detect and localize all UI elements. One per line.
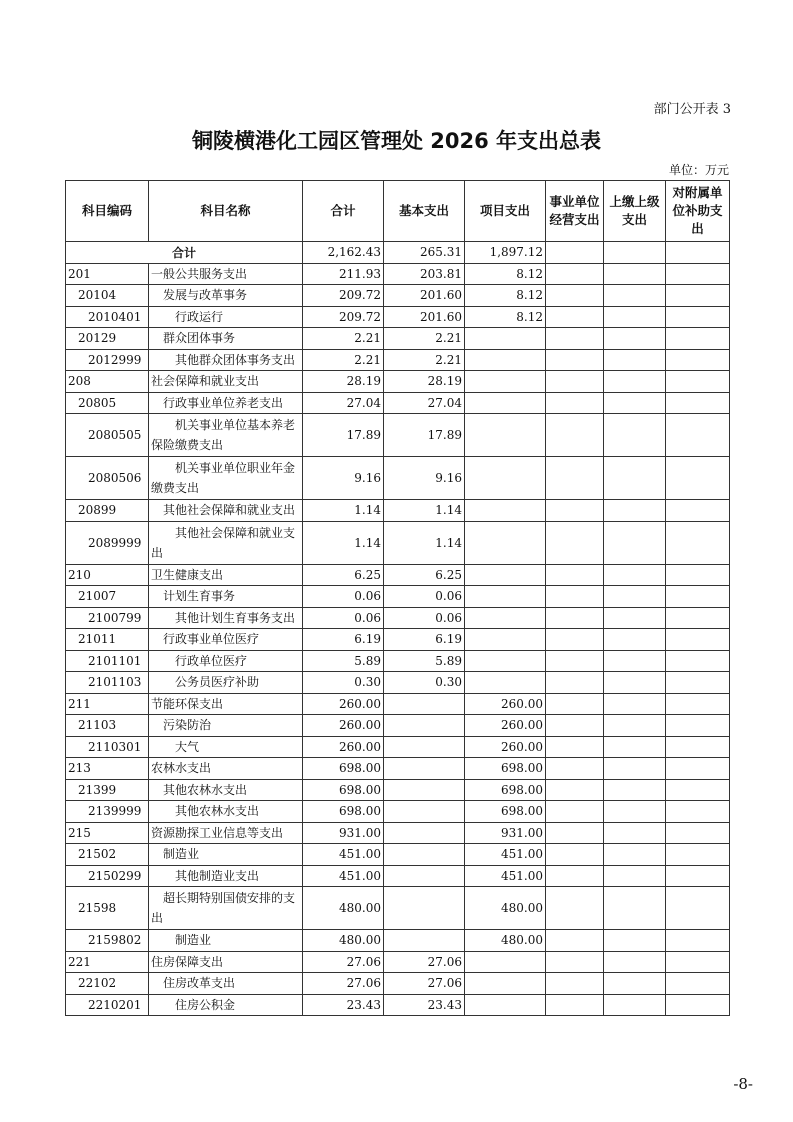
empty-cell (666, 306, 730, 328)
empty-cell (546, 822, 604, 844)
row-project: 698.00 (465, 779, 546, 801)
row-sum: 6.19 (303, 629, 384, 651)
empty-cell (546, 994, 604, 1016)
header-code: 科目编码 (66, 181, 149, 242)
empty-cell (546, 328, 604, 350)
row-name: 其他社会保障和就业支出 (149, 521, 303, 564)
row-project (465, 951, 546, 973)
empty-cell (604, 930, 666, 952)
header-sum: 合计 (303, 181, 384, 242)
row-name: 卫生健康支出 (149, 564, 303, 586)
empty-cell (604, 564, 666, 586)
empty-cell (604, 758, 666, 780)
table-row (66, 973, 730, 995)
row-name: 其他群众团体事务支出 (149, 349, 303, 371)
table-row (66, 392, 730, 414)
empty-cell (546, 650, 604, 672)
row-code: 208 (66, 371, 149, 393)
empty-cell (604, 779, 666, 801)
row-project (465, 457, 546, 500)
row-code: 215 (66, 822, 149, 844)
row-basic: 6.19 (384, 629, 465, 651)
row-name: 住房改革支出 (149, 973, 303, 995)
row-sum: 17.89 (303, 414, 384, 457)
empty-cell (666, 693, 730, 715)
row-sum: 260.00 (303, 736, 384, 758)
empty-cell (546, 736, 604, 758)
row-project (465, 672, 546, 694)
row-name: 其他农林水支出 (149, 779, 303, 801)
empty-cell (546, 392, 604, 414)
row-sum: 698.00 (303, 779, 384, 801)
empty-cell (546, 306, 604, 328)
row-code: 20129 (66, 328, 149, 350)
empty-cell (666, 973, 730, 995)
row-code: 2150299 (66, 865, 149, 887)
empty-cell (604, 887, 666, 930)
empty-cell (666, 994, 730, 1016)
row-basic: 201.60 (384, 285, 465, 307)
row-code: 2139999 (66, 801, 149, 823)
row-name: 群众团体事务 (149, 328, 303, 350)
empty-cell (604, 607, 666, 629)
table-header-row (66, 181, 730, 242)
page-title: 铜陵横港化工园区管理处 2026 年支出总表 (191, 129, 602, 153)
row-project: 8.12 (465, 306, 546, 328)
empty-cell (604, 500, 666, 522)
row-code: 2210201 (66, 994, 149, 1016)
row-code: 211 (66, 693, 149, 715)
row-project: 480.00 (465, 887, 546, 930)
total-label: 合计 (66, 242, 303, 264)
empty-cell (666, 414, 730, 457)
row-code: 2110301 (66, 736, 149, 758)
row-name: 农林水支出 (149, 758, 303, 780)
row-sum: 698.00 (303, 801, 384, 823)
empty-cell (546, 930, 604, 952)
table-row (66, 758, 730, 780)
row-basic: 0.06 (384, 607, 465, 629)
empty-cell (666, 951, 730, 973)
row-code: 21011 (66, 629, 149, 651)
table-row (66, 586, 730, 608)
row-project (465, 328, 546, 350)
row-sum: 260.00 (303, 693, 384, 715)
row-sum: 209.72 (303, 285, 384, 307)
row-basic: 27.04 (384, 392, 465, 414)
empty-cell (604, 801, 666, 823)
empty-cell (546, 263, 604, 285)
table-row (66, 865, 730, 887)
empty-cell (546, 371, 604, 393)
row-sum: 5.89 (303, 650, 384, 672)
empty-cell (666, 521, 730, 564)
row-basic (384, 736, 465, 758)
empty-cell (666, 758, 730, 780)
table-row (66, 994, 730, 1016)
row-project (465, 521, 546, 564)
empty-cell (666, 822, 730, 844)
row-name: 行政事业单位医疗 (149, 629, 303, 651)
row-name: 住房公积金 (149, 994, 303, 1016)
table-row (66, 930, 730, 952)
row-sum: 931.00 (303, 822, 384, 844)
row-name: 一般公共服务支出 (149, 263, 303, 285)
row-basic: 203.81 (384, 263, 465, 285)
row-code: 21598 (66, 887, 149, 930)
row-project (465, 994, 546, 1016)
row-code: 213 (66, 758, 149, 780)
row-name: 节能环保支出 (149, 693, 303, 715)
empty-cell (666, 328, 730, 350)
table-row (66, 887, 730, 930)
empty-cell (604, 693, 666, 715)
row-name: 行政单位医疗 (149, 650, 303, 672)
row-basic: 27.06 (384, 951, 465, 973)
row-basic: 201.60 (384, 306, 465, 328)
empty-cell (604, 306, 666, 328)
table-row (66, 414, 730, 457)
header-basic: 基本支出 (384, 181, 465, 242)
empty-cell (666, 349, 730, 371)
row-name: 计划生育事务 (149, 586, 303, 608)
row-code: 21007 (66, 586, 149, 608)
empty-cell (546, 672, 604, 694)
empty-cell (546, 457, 604, 500)
total-project: 1,897.12 (465, 242, 546, 264)
empty-cell (546, 629, 604, 651)
row-basic (384, 822, 465, 844)
empty-cell (546, 779, 604, 801)
row-basic (384, 887, 465, 930)
row-basic: 23.43 (384, 994, 465, 1016)
row-name: 其他农林水支出 (149, 801, 303, 823)
row-name: 公务员医疗补助 (149, 672, 303, 694)
table-row (66, 306, 730, 328)
empty-cell (666, 457, 730, 500)
empty-cell (666, 263, 730, 285)
unit-label: 单位：万元 (668, 163, 729, 177)
row-basic (384, 844, 465, 866)
empty-cell (604, 457, 666, 500)
row-code: 2089999 (66, 521, 149, 564)
empty-cell (666, 865, 730, 887)
empty-cell (666, 801, 730, 823)
row-basic: 6.25 (384, 564, 465, 586)
row-project: 698.00 (465, 758, 546, 780)
empty-cell (666, 629, 730, 651)
empty-cell (546, 564, 604, 586)
empty-cell (666, 500, 730, 522)
row-sum: 28.19 (303, 371, 384, 393)
empty-cell (604, 586, 666, 608)
row-sum: 451.00 (303, 844, 384, 866)
row-project: 480.00 (465, 930, 546, 952)
empty-cell (604, 285, 666, 307)
empty-cell (546, 887, 604, 930)
table-row (66, 951, 730, 973)
row-basic (384, 693, 465, 715)
row-basic: 2.21 (384, 328, 465, 350)
row-basic (384, 865, 465, 887)
row-code: 201 (66, 263, 149, 285)
row-sum: 2.21 (303, 328, 384, 350)
row-project (465, 349, 546, 371)
row-sum: 27.06 (303, 951, 384, 973)
row-name: 住房保障支出 (149, 951, 303, 973)
row-sum: 6.25 (303, 564, 384, 586)
table-row (66, 521, 730, 564)
header-project: 项目支出 (465, 181, 546, 242)
row-basic: 1.14 (384, 521, 465, 564)
empty-cell (546, 801, 604, 823)
empty-cell (604, 951, 666, 973)
empty-cell (604, 263, 666, 285)
row-basic: 17.89 (384, 414, 465, 457)
row-sum: 9.16 (303, 457, 384, 500)
empty-cell (666, 672, 730, 694)
row-code: 2080505 (66, 414, 149, 457)
empty-cell (604, 371, 666, 393)
row-basic: 0.06 (384, 586, 465, 608)
empty-cell (666, 736, 730, 758)
empty-cell (546, 715, 604, 737)
empty-cell (604, 865, 666, 887)
empty-cell (604, 736, 666, 758)
row-sum: 0.06 (303, 607, 384, 629)
header-name: 科目名称 (149, 181, 303, 242)
header-remit: 上缴上级支出 (604, 181, 666, 242)
page-number: -8- (733, 1075, 753, 1093)
total-basic: 265.31 (384, 242, 465, 264)
row-project: 260.00 (465, 736, 546, 758)
row-code: 221 (66, 951, 149, 973)
row-code: 210 (66, 564, 149, 586)
row-sum: 451.00 (303, 865, 384, 887)
row-sum: 1.14 (303, 500, 384, 522)
table-row (66, 844, 730, 866)
table-row (66, 822, 730, 844)
row-name: 机关事业单位基本养老保险缴费支出 (149, 414, 303, 457)
row-name: 制造业 (149, 930, 303, 952)
row-project (465, 371, 546, 393)
row-project: 8.12 (465, 263, 546, 285)
empty-cell (546, 500, 604, 522)
row-sum: 27.06 (303, 973, 384, 995)
row-project: 698.00 (465, 801, 546, 823)
row-code: 2012999 (66, 349, 149, 371)
row-basic: 1.14 (384, 500, 465, 522)
empty-cell (666, 650, 730, 672)
row-name: 行政运行 (149, 306, 303, 328)
row-sum: 480.00 (303, 930, 384, 952)
row-project: 451.00 (465, 865, 546, 887)
table-row (66, 371, 730, 393)
table-row (66, 715, 730, 737)
empty-cell (604, 973, 666, 995)
empty-cell (546, 414, 604, 457)
empty-cell (604, 414, 666, 457)
empty-cell (604, 844, 666, 866)
row-project: 931.00 (465, 822, 546, 844)
row-name: 其他制造业支出 (149, 865, 303, 887)
row-code: 2010401 (66, 306, 149, 328)
row-project (465, 973, 546, 995)
empty-cell (546, 693, 604, 715)
table-row (66, 801, 730, 823)
row-basic: 28.19 (384, 371, 465, 393)
empty-cell (604, 994, 666, 1016)
row-project (465, 414, 546, 457)
empty-cell (666, 285, 730, 307)
empty-cell (546, 521, 604, 564)
row-name: 大气 (149, 736, 303, 758)
row-project (465, 650, 546, 672)
empty-cell (546, 973, 604, 995)
row-project: 8.12 (465, 285, 546, 307)
table-row (66, 263, 730, 285)
row-sum: 0.06 (303, 586, 384, 608)
table-row (66, 693, 730, 715)
row-project: 260.00 (465, 715, 546, 737)
row-basic (384, 801, 465, 823)
row-project (465, 586, 546, 608)
table-row (66, 349, 730, 371)
header-subsidy: 对附属单位补助支出 (666, 181, 730, 242)
row-name: 社会保障和就业支出 (149, 371, 303, 393)
table-row (66, 607, 730, 629)
empty-cell (604, 349, 666, 371)
empty-cell (666, 607, 730, 629)
table-row (66, 457, 730, 500)
expenditure-table (65, 180, 730, 1016)
row-name: 行政事业单位养老支出 (149, 392, 303, 414)
row-name: 其他计划生育事务支出 (149, 607, 303, 629)
row-code: 21399 (66, 779, 149, 801)
table-row (66, 779, 730, 801)
row-basic (384, 758, 465, 780)
row-project (465, 564, 546, 586)
row-project: 451.00 (465, 844, 546, 866)
empty-cell (666, 392, 730, 414)
row-sum: 260.00 (303, 715, 384, 737)
empty-cell (546, 758, 604, 780)
row-basic: 0.30 (384, 672, 465, 694)
row-basic: 27.06 (384, 973, 465, 995)
table-row (66, 285, 730, 307)
row-code: 2101101 (66, 650, 149, 672)
row-name: 机关事业单位职业年金缴费支出 (149, 457, 303, 500)
empty-cell (666, 715, 730, 737)
empty-cell (604, 521, 666, 564)
header-business: 事业单位经营支出 (546, 181, 604, 242)
empty-cell (666, 887, 730, 930)
table-row (66, 650, 730, 672)
row-code: 21502 (66, 844, 149, 866)
row-code: 20104 (66, 285, 149, 307)
row-sum: 2.21 (303, 349, 384, 371)
empty-cell (604, 629, 666, 651)
empty-cell (546, 865, 604, 887)
row-name: 其他社会保障和就业支出 (149, 500, 303, 522)
empty-cell (546, 607, 604, 629)
row-name: 超长期特别国债安排的支出 (149, 887, 303, 930)
empty-cell (666, 586, 730, 608)
table-row (66, 500, 730, 522)
row-project: 260.00 (465, 693, 546, 715)
row-sum: 1.14 (303, 521, 384, 564)
row-code: 20899 (66, 500, 149, 522)
row-project (465, 629, 546, 651)
document-tag: 部门公开表 3 (653, 102, 731, 117)
row-sum: 480.00 (303, 887, 384, 930)
row-code: 2080506 (66, 457, 149, 500)
table-row (66, 564, 730, 586)
row-sum: 23.43 (303, 994, 384, 1016)
row-sum: 698.00 (303, 758, 384, 780)
empty-cell (546, 951, 604, 973)
empty-cell (604, 392, 666, 414)
table-row (66, 328, 730, 350)
row-basic (384, 715, 465, 737)
empty-cell (546, 349, 604, 371)
row-code: 20805 (66, 392, 149, 414)
empty-cell (546, 285, 604, 307)
empty-cell (604, 672, 666, 694)
row-sum: 0.30 (303, 672, 384, 694)
empty-cell (666, 930, 730, 952)
row-code: 2159802 (66, 930, 149, 952)
empty-cell (604, 328, 666, 350)
total-sum: 2,162.43 (303, 242, 384, 264)
row-project (465, 392, 546, 414)
row-name: 污染防治 (149, 715, 303, 737)
empty-cell (666, 564, 730, 586)
row-sum: 27.04 (303, 392, 384, 414)
row-basic (384, 930, 465, 952)
row-code: 22102 (66, 973, 149, 995)
empty-cell (666, 844, 730, 866)
empty-cell (546, 586, 604, 608)
total-row (66, 242, 730, 264)
table-row (66, 736, 730, 758)
empty-cell (604, 822, 666, 844)
row-code: 2100799 (66, 607, 149, 629)
row-name: 发展与改革事务 (149, 285, 303, 307)
row-sum: 211.93 (303, 263, 384, 285)
row-project (465, 607, 546, 629)
table-row (66, 629, 730, 651)
row-code: 2101103 (66, 672, 149, 694)
empty-cell (666, 371, 730, 393)
row-basic (384, 779, 465, 801)
empty-cell (546, 844, 604, 866)
row-code: 21103 (66, 715, 149, 737)
row-name: 制造业 (149, 844, 303, 866)
row-basic: 5.89 (384, 650, 465, 672)
empty-cell (604, 650, 666, 672)
row-name: 资源勘探工业信息等支出 (149, 822, 303, 844)
row-basic: 2.21 (384, 349, 465, 371)
table-row (66, 672, 730, 694)
empty-cell (604, 715, 666, 737)
row-sum: 209.72 (303, 306, 384, 328)
row-project (465, 500, 546, 522)
row-basic: 9.16 (384, 457, 465, 500)
empty-cell (666, 779, 730, 801)
